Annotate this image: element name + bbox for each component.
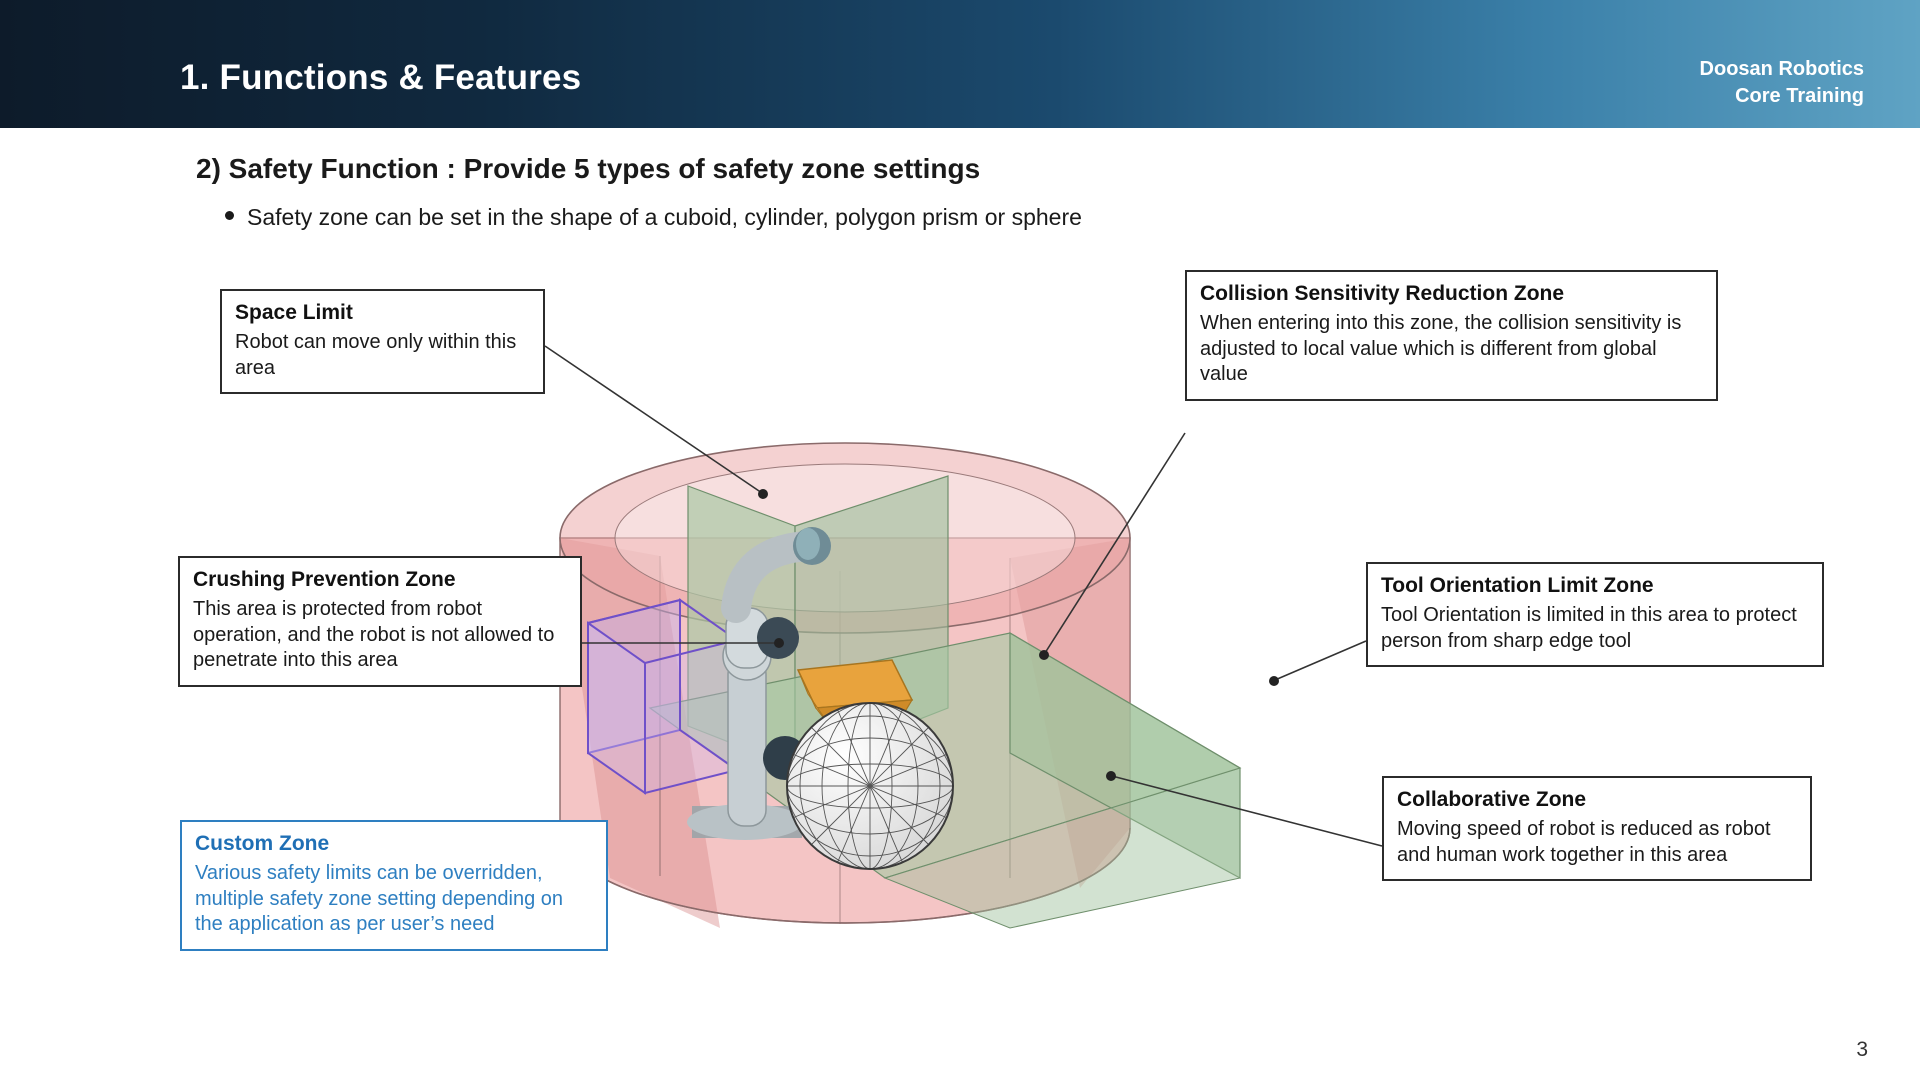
- callout-tool-orientation-limit-zone: [1366, 562, 1824, 667]
- callout-body: Various safety limits can be overridden, multiple safety zone setting depending on the application as per user’s need: [195, 862, 564, 936]
- callout-body: This area is protected from robot operation, and the robot is not allowed to penetrate into this area: [193, 598, 555, 672]
- bullet-item: [225, 204, 1082, 231]
- callout-body: Tool Orientation is limited in this area to protect person from sharp edge tool: [1381, 604, 1797, 652]
- bullet-text: Safety zone can be set in the shape of a cuboid, cylinder, polygon prism or sphere: [247, 204, 1082, 230]
- section-subtitle: 2) Safety Function : Provide 5 types of safety zone settings: [196, 153, 981, 184]
- callout-title: Collaborative Zone: [1397, 788, 1587, 811]
- callout-title: Tool Orientation Limit Zone: [1381, 574, 1654, 597]
- brand-line-1: Doosan Robotics: [1699, 58, 1864, 80]
- slide-body: [0, 128, 1920, 1080]
- page-number: 3: [1856, 1038, 1868, 1061]
- callout-title: Crushing Prevention Zone: [193, 568, 456, 591]
- slide-header: [0, 0, 1920, 128]
- callout-collision-sensitivity-reduction-zone: [1185, 270, 1718, 401]
- callout-title: Custom Zone: [195, 832, 330, 855]
- callout-body: Robot can move only within this area: [235, 331, 517, 379]
- safety-zone-figure: [540, 408, 1380, 1078]
- callout-custom-zone: [180, 820, 608, 951]
- callout-space-limit: [220, 289, 545, 394]
- bullet-dot-icon: [225, 211, 234, 220]
- callout-body: When entering into this zone, the collision sensitivity is adjusted to local value which is different from global value: [1200, 312, 1682, 386]
- callout-crushing-prevention-zone: [178, 556, 582, 687]
- brand-line-2: Core Training: [1735, 85, 1864, 107]
- callout-title: Space Limit: [235, 301, 353, 324]
- callout-collaborative-zone: [1382, 776, 1812, 881]
- brand-label: [1700, 56, 1864, 110]
- sphere-zone: [787, 703, 953, 869]
- page-title: 1. Functions & Features: [180, 58, 582, 97]
- callout-title: Collision Sensitivity Reduction Zone: [1200, 282, 1565, 305]
- callout-body: Moving speed of robot is reduced as robot and human work together in this area: [1397, 818, 1771, 866]
